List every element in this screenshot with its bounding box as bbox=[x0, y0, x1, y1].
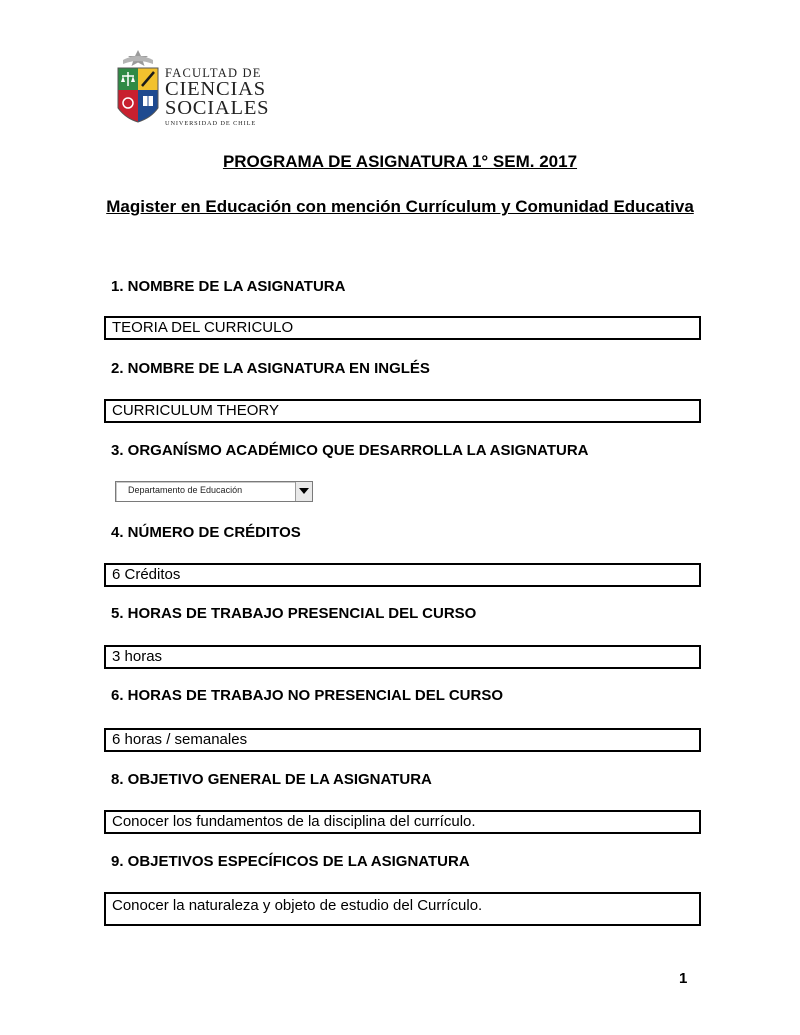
section-heading-academic-unit: 3. ORGANÍSMO ACADÉMICO QUE DESARROLLA LA ASIGNATURA bbox=[111, 442, 589, 459]
credits-field[interactable]: 6 Créditos bbox=[104, 563, 701, 587]
course-name-english-field[interactable]: CURRICULUM THEORY bbox=[104, 399, 701, 423]
course-name-field[interactable]: TEORIA DEL CURRICULO bbox=[104, 316, 701, 340]
section-heading-independent-hours: 6. HORAS DE TRABAJO NO PRESENCIAL DEL CURSO bbox=[111, 687, 503, 704]
specific-objectives-field[interactable]: Conocer la naturaleza y objeto de estudio del Currículo. bbox=[104, 892, 701, 926]
document-title: PROGRAMA DE ASIGNATURA 1° SEM. 2017 bbox=[222, 152, 578, 171]
independent-hours-field[interactable]: 6 horas / semanales bbox=[104, 728, 701, 752]
logo-line-sociales: SOCIALES bbox=[165, 97, 270, 119]
section-heading-general-objective: 8. OBJETIVO GENERAL DE LA ASIGNATURA bbox=[111, 771, 432, 788]
logo-wordmark bbox=[165, 67, 269, 128]
academic-unit-selected-value: Departamento de Educación bbox=[128, 485, 243, 495]
academic-unit-select[interactable] bbox=[115, 481, 313, 502]
chevron-down-icon bbox=[299, 488, 309, 495]
section-heading-contact-hours: 5. HORAS DE TRABAJO PRESENCIAL DEL CURSO bbox=[111, 605, 477, 622]
section-heading-specific-objectives: 9. OBJETIVOS ESPECÍFICOS DE LA ASIGNATURA bbox=[111, 853, 470, 870]
section-heading-credits: 4. NÚMERO DE CRÉDITOS bbox=[111, 524, 301, 541]
logo-line-ciencias: CIENCIAS bbox=[165, 78, 266, 100]
logo-line-university: UNIVERSIDAD DE CHILE bbox=[165, 120, 257, 127]
select-dropdown-button[interactable] bbox=[295, 482, 312, 501]
general-objective-field[interactable]: Conocer los fundamentos de la disciplina del currículo. bbox=[104, 810, 701, 834]
contact-hours-field[interactable]: 3 horas bbox=[104, 645, 701, 669]
logo-line-faculty: FACULTAD DE bbox=[165, 66, 262, 80]
page-number: 1 bbox=[679, 970, 688, 987]
faculty-shield-icon bbox=[113, 48, 163, 128]
faculty-logo bbox=[113, 48, 273, 128]
section-heading-course-name-english: 2. NOMBRE DE LA ASIGNATURA EN INGLÉS bbox=[111, 360, 430, 377]
program-subtitle: Magister en Educación con mención Currículum y Comunidad Educativa bbox=[106, 197, 694, 216]
section-heading-course-name: 1. NOMBRE DE LA ASIGNATURA bbox=[111, 278, 346, 295]
